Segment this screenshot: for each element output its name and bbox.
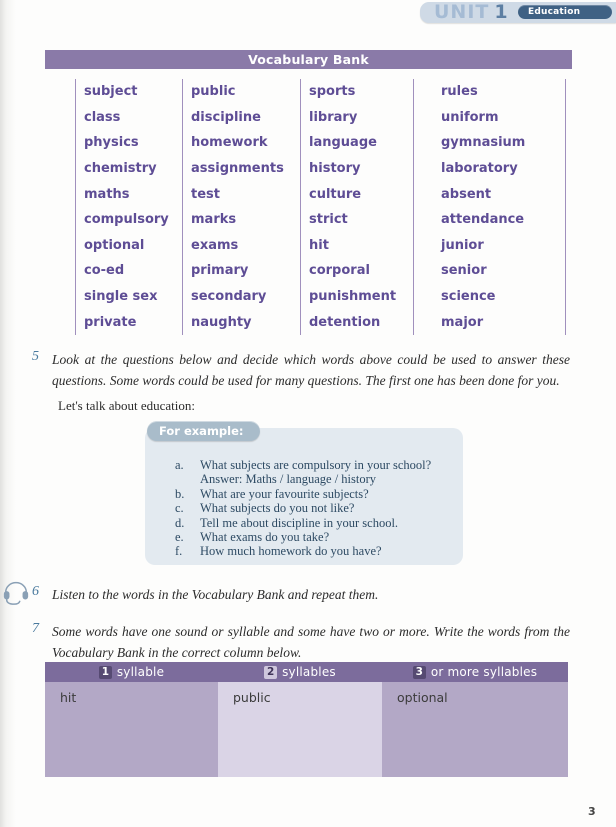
vocab-word: history	[309, 161, 361, 177]
item-text: What exams do you take?	[200, 530, 330, 545]
syllable-count-badge: 2	[264, 666, 277, 679]
vocabulary-bank	[45, 50, 572, 343]
vocab-word: culture	[309, 186, 362, 202]
vocab-word: attendance	[441, 212, 525, 228]
exercise-5-lead-in: Let's talk about education:	[58, 398, 195, 413]
vocab-word: single sex	[84, 289, 158, 305]
vocab-column-2	[182, 79, 300, 335]
vocab-word: exams	[191, 237, 239, 253]
vocab-word: assignments	[191, 161, 284, 177]
exercise-6-instruction: Listen to the words in the Vocabulary Bank and repeat them.	[52, 587, 379, 602]
unit-banner	[420, 2, 616, 23]
vocab-column-1	[75, 79, 182, 335]
item-text: Tell me about discipline in your school.	[200, 515, 399, 530]
vocab-word: public	[191, 84, 236, 100]
exercise-7-instruction: Some words have one sound or syllable and some have two or more. Write the words from the Vocabulary Bank in the correct column below.	[52, 624, 570, 660]
example-item-d	[175, 516, 463, 530]
item-text: What subjects are compulsory in your school?	[200, 458, 432, 472]
example-item-b	[175, 487, 463, 501]
exercise-7-number: 7	[32, 621, 39, 636]
example-item-e	[175, 530, 463, 544]
item-letter: d.	[175, 515, 185, 530]
item-letter: e.	[175, 530, 184, 545]
vocab-word: uniform	[441, 109, 499, 125]
example-answer: Answer: Maths / language / history	[200, 472, 377, 487]
syllable-column-1-entry: hit	[45, 682, 218, 777]
syllable-column-3-entry: optional	[382, 682, 568, 777]
item-letter: f.	[175, 544, 183, 559]
vocab-column-3	[300, 79, 413, 335]
headphones-icon	[1, 578, 31, 606]
syllable-header-3	[382, 662, 568, 682]
vocabulary-bank-header	[45, 50, 572, 69]
vocab-word: chemistry	[84, 161, 157, 177]
vocab-word: detention	[309, 314, 381, 330]
syllable-header-label: syllable	[116, 665, 165, 679]
syllable-table-header	[45, 662, 568, 682]
syllable-count-badge: 1	[99, 666, 112, 679]
vocab-word: major	[441, 314, 484, 330]
example-label: For example:	[159, 424, 244, 438]
vocab-word: strict	[309, 212, 348, 228]
exercise-6-number: 6	[32, 584, 39, 599]
vocab-word: corporal	[309, 263, 370, 279]
item-text: What subjects do you not like?	[200, 501, 355, 516]
exercise-6	[32, 584, 570, 605]
vocab-word: marks	[191, 212, 237, 228]
vocab-word: discipline	[191, 109, 261, 125]
unit-topic-badge	[518, 5, 612, 19]
example-item-a	[175, 458, 463, 472]
vocab-word: homework	[191, 135, 268, 151]
vocab-word: subject	[84, 84, 138, 100]
page-number: 3	[588, 805, 596, 818]
exercise-5-number: 5	[32, 349, 39, 364]
item-letter: a.	[175, 458, 184, 472]
vocab-word: co-ed	[84, 263, 125, 279]
vocab-column-4	[413, 79, 566, 335]
vocab-word: secondary	[191, 289, 267, 305]
vocab-word: primary	[191, 263, 249, 279]
vocab-word: maths	[84, 186, 130, 202]
syllable-table-body	[45, 682, 568, 777]
example-item-f	[175, 544, 463, 558]
vocab-word: naughty	[191, 314, 252, 330]
syllable-column-2-entry: public	[218, 682, 382, 777]
exercise-5	[32, 349, 570, 391]
exercise-5-instruction: Look at the questions below and decide which words above could be used to answer these questions. Some words could be used for many questions. The first one has been done for you.	[52, 352, 570, 388]
item-text: What are your favourite subjects?	[200, 486, 369, 501]
vocab-word: senior	[441, 263, 487, 279]
vocab-word: laboratory	[441, 161, 518, 177]
item-text: How much homework do you have?	[200, 544, 382, 559]
vocab-word: private	[84, 314, 137, 330]
vocab-word: test	[191, 186, 220, 202]
vocab-word: absent	[441, 186, 492, 202]
syllable-count-badge: 3	[413, 666, 426, 679]
vocab-word: punishment	[309, 289, 397, 305]
vocab-word: sports	[309, 84, 356, 100]
unit-label: UNIT	[434, 1, 490, 23]
vocab-word: hit	[309, 237, 329, 253]
unit-topic-label: Education	[528, 7, 581, 17]
unit-number: 1	[494, 1, 508, 23]
exercise-7	[32, 621, 570, 663]
vocab-word: science	[441, 289, 496, 305]
vocab-word: class	[84, 109, 121, 125]
syllable-header-label: or more syllables	[430, 665, 538, 679]
example-label-pill	[147, 421, 260, 441]
syllable-table	[45, 662, 568, 777]
syllable-header-label: syllables	[282, 665, 336, 679]
vocab-word: gymnasium	[441, 135, 526, 151]
syllable-header-1	[45, 662, 218, 682]
vocab-word: optional	[84, 237, 145, 253]
example-items	[175, 458, 463, 559]
syllable-header-2	[218, 662, 382, 682]
vocab-word: rules	[441, 84, 478, 100]
item-letter: c.	[175, 501, 184, 516]
vocab-word: compulsory	[84, 212, 169, 228]
example-item-c	[175, 501, 463, 515]
vocabulary-bank-body	[45, 69, 572, 343]
vocab-word: junior	[441, 237, 484, 253]
vocab-word: language	[309, 135, 377, 151]
item-letter: b.	[175, 486, 185, 501]
vocabulary-bank-title: Vocabulary Bank	[248, 52, 369, 67]
vocab-word: library	[309, 109, 358, 125]
vocab-word: physics	[84, 135, 139, 151]
example-box	[145, 424, 463, 565]
